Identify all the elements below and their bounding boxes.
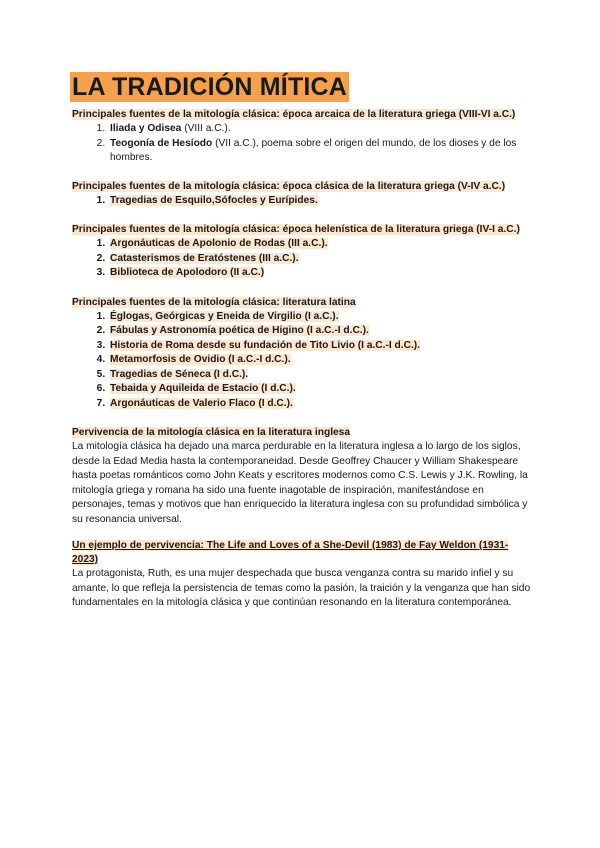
- list-item: 6. Tebaida y Aquileida de Estacio (I d.C.).: [108, 382, 532, 397]
- body-paragraph: La protagonista, Ruth, es una mujer despechada que busca venganza contra su marido infiel y su amante, lo que refleja la persistencia de temas como la pasión, la traición y la venganza que han sido fundamentales en la mitología clásica y que continúan resonando en la literatura contemporánea.: [72, 568, 531, 608]
- section-arcaica: [72, 108, 532, 166]
- section-heading: Principales fuentes de la mitología clásica: época helenística de la literatura griega (IV-I a.C.): [72, 224, 520, 235]
- list-item: 7. Argonáuticas de Valerio Flaco (I d.C.).: [108, 397, 532, 412]
- section-pervivencia: [72, 426, 532, 527]
- list-item: 3. Biblioteca de Apolodoro (II a.C.): [108, 266, 532, 281]
- section-latina: [72, 296, 532, 412]
- section-clasica: [72, 180, 532, 209]
- source-list: [72, 310, 532, 412]
- list-item: 2. Fábulas y Astronomía poética de Higino (I a.C.-I d.C.).: [108, 324, 532, 339]
- body-paragraph: La mitología clásica ha dejado una marca perdurable en la literatura inglesa a lo largo de los siglos, desde la Edad Media hasta la contemporaneidad. Desde Geoffrey Chaucer y William Shakespeare hasta poetas románticos como John Keats y escritores modernos como C.S. Lewis y J.K. Rowling, la mitología griega y romana ha sido una fuente inagotable de inspiración, manifestándose en personajes, temas y motivos que han enriquecido la literatura inglesa con su profundidad simbólica y su resonancia universal.: [72, 441, 528, 525]
- list-item: 1. Argonáuticas de Apolonio de Rodas (III a.C.).: [108, 237, 532, 252]
- list-item: 5. Tragedias de Séneca (I d.C.).: [108, 368, 532, 383]
- list-item: 2. Catasterismos de Eratóstenes (III a.C.).: [108, 252, 532, 267]
- source-list: [72, 122, 532, 166]
- source-list: [72, 237, 532, 281]
- list-item: 1. Églogas, Geórgicas y Eneida de Virgilio (I a.C.).: [108, 310, 532, 325]
- section-helenistica: [72, 223, 532, 281]
- section-heading: Principales fuentes de la mitología clásica: literatura latina: [72, 296, 356, 308]
- page-title: LA TRADICIÓN MÍTICA: [72, 73, 348, 101]
- section-heading: Principales fuentes de la mitología clásica: época arcaica de la literatura griega (VIII-VI a.C.): [72, 109, 516, 120]
- section-heading: Un ejemplo de pervivencia: The Life and Loves of a She-Devil (1983) de Fay Weldon (1931-2023): [72, 540, 509, 565]
- source-list: [72, 194, 532, 209]
- list-item: 4. Metamorfosis de Ovidio (I a.C.-I d.C.).: [108, 353, 532, 368]
- list-item: 1. Tragedias de Esquilo,Sófocles y Eurípides.: [108, 194, 532, 209]
- section-ejemplo: [72, 539, 532, 611]
- list-item: 2. Teogonía de Hesíodo (VII a.C.), poema sobre el origen del mundo, de los dioses y de los hombres.: [108, 137, 532, 166]
- list-item: 1. Iliada y Odisea (VIII a.C.).: [108, 122, 532, 137]
- section-heading: Pervivencia de la mitología clásica en la literatura inglesa: [72, 427, 351, 438]
- section-heading: Principales fuentes de la mitología clásica: época clásica de la literatura griega (V-IV a.C.): [72, 180, 506, 192]
- document-page: [72, 72, 532, 626]
- list-item: 3. Historia de Roma desde su fundación de Tito Livio (I a.C.-I d.C.).: [108, 339, 532, 354]
